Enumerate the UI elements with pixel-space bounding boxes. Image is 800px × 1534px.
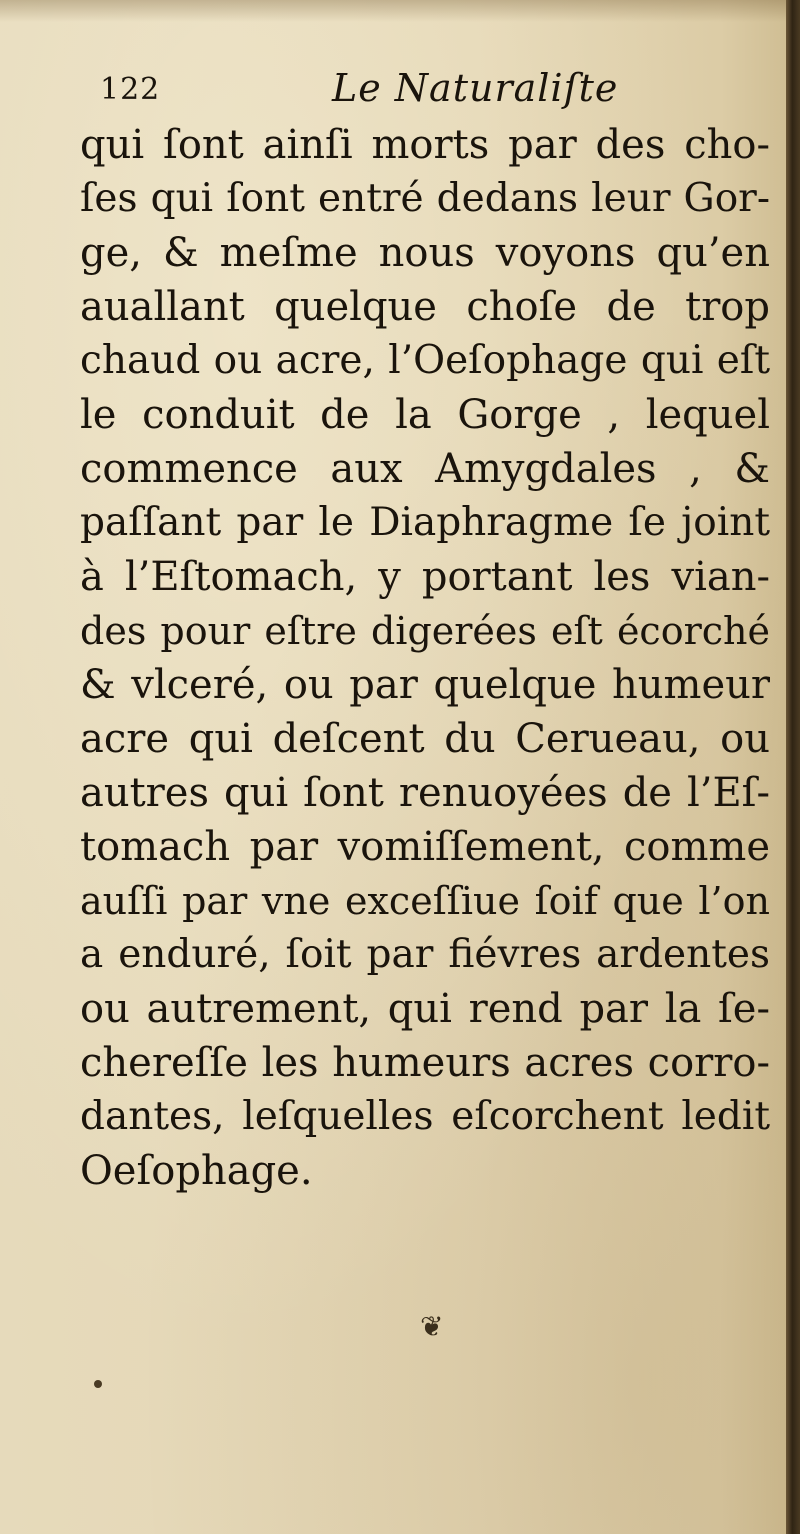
text-line: acre qui deſcent du Cerueau, ou	[80, 716, 770, 762]
text-line: chereſſe les humeurs acres corro-	[80, 1040, 770, 1086]
text-line: & vlceré, ou par quelque humeur	[80, 662, 770, 708]
text-line: le conduit de la Gorge , lequel	[80, 392, 770, 438]
page-number: 122	[100, 72, 161, 107]
text-line: a enduré, ſoit par fiévres ardentes	[80, 932, 770, 977]
text-line: paſſant par le Diaphragme ſe joint	[80, 500, 770, 545]
page-top-shadow	[0, 0, 800, 22]
ink-spot	[94, 1380, 102, 1388]
text-line: ou autrement, qui rend par la ſe-	[80, 986, 770, 1032]
text-line: commence aux Amygdales , &	[80, 446, 770, 492]
running-title: Le Naturaliſte	[332, 66, 619, 110]
text-line: auſſi par vne exceſſiue ſoif que l’on	[80, 879, 770, 923]
text-line: des pour eſtre digerées eſt écorché	[80, 609, 770, 653]
text-line: dantes, leſquelles eſcorchent ledit	[80, 1094, 770, 1139]
page-binding-edge	[786, 0, 800, 1534]
text-line-last: Oeſophage.	[80, 1148, 313, 1194]
body-text	[80, 118, 770, 1198]
text-line: qui ſont ainſi morts par des cho-	[80, 122, 770, 168]
text-line: ſes qui ſont entré dedans leur Gor-	[80, 176, 770, 221]
printer-ornament-icon: ❦	[420, 1310, 444, 1343]
running-head	[100, 66, 700, 116]
text-line: auallant quelque choſe de trop	[80, 284, 770, 330]
text-line: tomach par vomiſſement, comme	[80, 824, 770, 870]
text-line: autres qui ſont renuoyées de l’Eſ-	[80, 770, 770, 816]
text-line: ge, & meſme nous voyons qu’en	[80, 230, 770, 276]
text-line: chaud ou acre, l’Oeſophage qui eſt	[80, 338, 770, 383]
text-line: à l’Eſtomach, y portant les vian-	[80, 554, 770, 600]
